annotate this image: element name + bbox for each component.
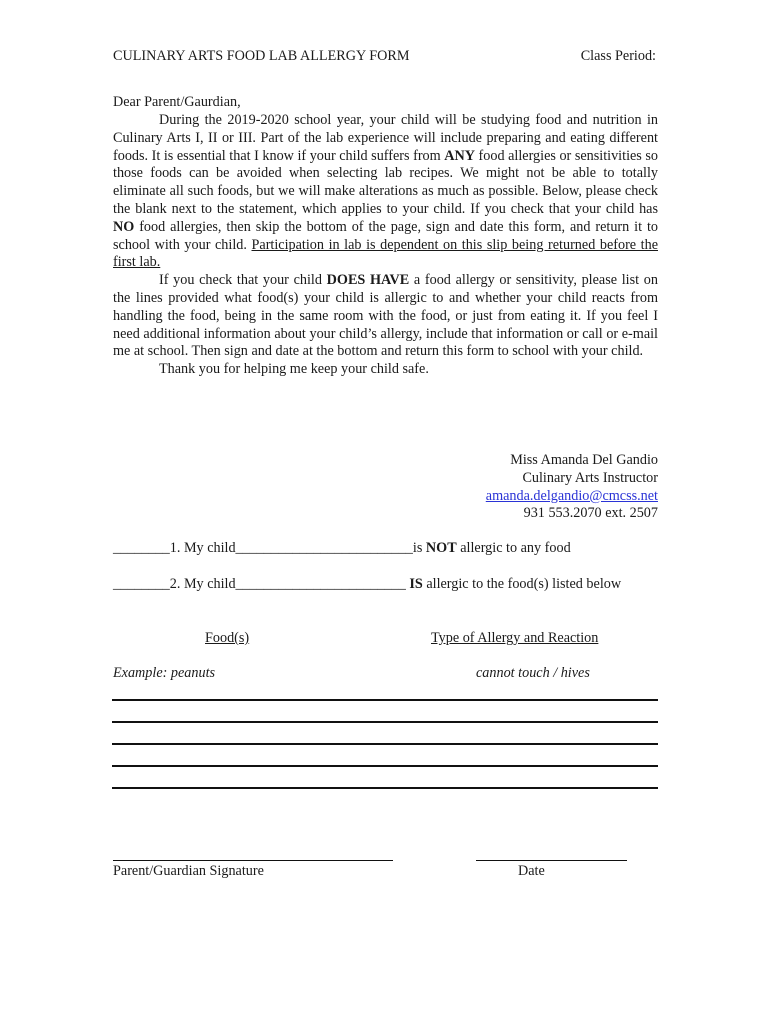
paragraph-2: If you check that your child DOES HAVE a food allergy or sensitivity, please list on the lines provided what food(s) your child is allergic to and whether your child reacts from handling the food, being in the same room with the food, or just from eating it. If you feel I need additional information about your child’s allergy, include that information or call or e-mail me at school. Then sign and date at the bottom and return this form to school with your child. xyxy=(113,272,658,360)
allergy-entry-line-1[interactable] xyxy=(112,699,658,701)
foods-column-header: Food(s) xyxy=(205,630,250,646)
date-line[interactable] xyxy=(476,860,627,861)
example-reaction: cannot touch / hives xyxy=(476,665,590,681)
instructor-email-link[interactable]: amanda.delgandio@cmcss.net xyxy=(485,487,658,504)
instructor-phone: 931 553.2070 ext. 2507 xyxy=(523,505,658,522)
parent-signature-line[interactable] xyxy=(113,860,393,861)
allergy-entry-line-4[interactable] xyxy=(112,765,658,767)
parent-signature-label: Parent/Guardian Signature xyxy=(113,863,264,879)
allergy-type-column-header: Type of Allergy and Reaction xyxy=(431,630,599,646)
paragraph-1: During the 2019-2020 school year, your child will be studying food and nutrition in Culinary Arts I, II or III. Part of the lab experience will include preparing and eating different foods. It is essential that I know if your child suffers from ANY food allergies or sensitivities so those foods can be avoided when selecting lab recipes. We might not be able to totally eliminate all such foods, but we will make alterations as much as possible. Below, please check the blank next to the statement, which applies to your child. If you check that your child has NO food allergies, then skip the bottom of the page, sign and date this form, and return it to school with your child. Participation in lab is dependent on this slip being returned before the first lab. xyxy=(113,112,658,271)
allergy-entry-line-3[interactable] xyxy=(112,743,658,745)
salutation: Dear Parent/Gaurdian, xyxy=(113,94,241,110)
class-period-label: Class Period: xyxy=(580,48,656,64)
allergy-entry-line-2[interactable] xyxy=(112,721,658,723)
option-not-allergic[interactable]: ________1. My child_________________________is NOT allergic to any food xyxy=(113,540,571,556)
option-is-allergic[interactable]: ________2. My child________________________ IS allergic to the food(s) listed below xyxy=(113,576,622,592)
instructor-name: Miss Amanda Del Gandio xyxy=(510,452,658,468)
form-title: CULINARY ARTS FOOD LAB ALLERGY FORM xyxy=(113,48,410,64)
instructor-signature-block xyxy=(486,452,658,523)
paragraph-3: Thank you for helping me keep your child safe. xyxy=(159,361,429,378)
letter-body xyxy=(113,112,658,379)
instructor-role: Culinary Arts Instructor xyxy=(522,469,658,486)
example-food: Example: peanuts xyxy=(113,665,216,681)
allergy-entry-line-5[interactable] xyxy=(112,787,658,789)
participation-notice: Participation in lab is dependent on this slip being returned before the first lab. xyxy=(113,236,658,271)
date-label: Date xyxy=(518,863,545,879)
